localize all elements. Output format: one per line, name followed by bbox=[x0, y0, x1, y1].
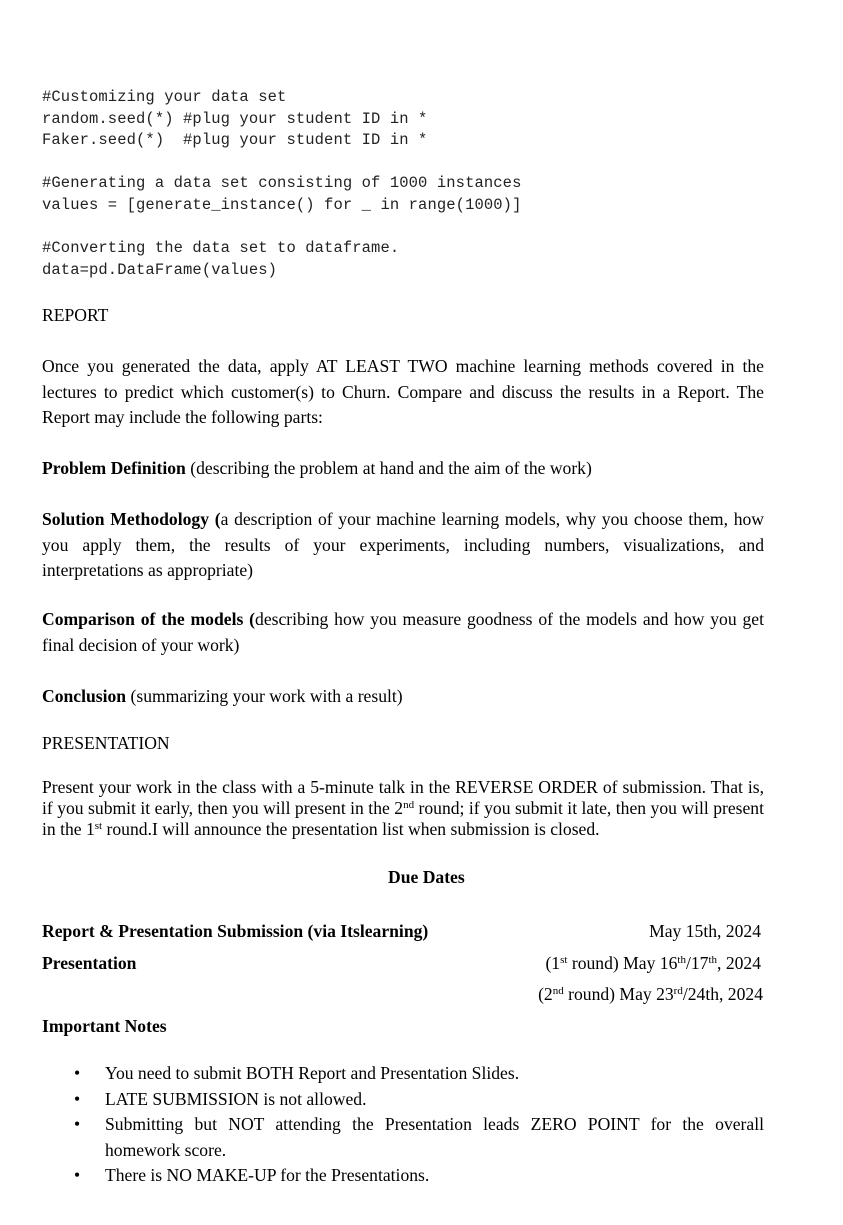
code-line: Faker.seed(*) #plug your student ID in * bbox=[42, 131, 428, 149]
conclusion-text: (summarizing your work with a result) bbox=[126, 686, 403, 706]
list-item-text: You need to submit BOTH Report and Presentation Slides. bbox=[105, 1063, 520, 1083]
presentation-heading: PRESENTATION bbox=[42, 733, 170, 753]
conclusion-title: Conclusion bbox=[42, 686, 127, 706]
problem-definition-paragraph bbox=[42, 456, 764, 482]
report-heading: REPORT bbox=[42, 305, 109, 325]
report-submission-date: May 15th, 2024 bbox=[649, 921, 761, 941]
presentation-round1-date bbox=[545, 953, 761, 974]
date-text: /24th, 2024 bbox=[682, 984, 763, 1004]
list-item bbox=[42, 1112, 764, 1163]
superscript: st bbox=[94, 820, 103, 832]
superscript: nd bbox=[403, 799, 415, 811]
code-line: values = [generate_instance() for _ in range(1000)] bbox=[42, 196, 522, 214]
superscript: st bbox=[560, 954, 568, 966]
list-item-text: There is NO MAKE-UP for the Presentations. bbox=[105, 1165, 430, 1185]
code-line: random.seed(*) #plug your student ID in * bbox=[42, 110, 428, 128]
due-dates-heading: Due Dates bbox=[388, 867, 465, 887]
date-text: /17 bbox=[685, 953, 709, 973]
solution-methodology-paragraph bbox=[42, 507, 764, 584]
bullet-icon: • bbox=[74, 1165, 81, 1185]
conclusion-paragraph bbox=[42, 684, 764, 710]
superscript: th bbox=[677, 954, 686, 966]
bullet-icon: • bbox=[74, 1063, 81, 1083]
date-text: round) May 23 bbox=[563, 984, 674, 1004]
problem-definition-text: (describing the problem at hand and the aim of the work) bbox=[185, 458, 592, 478]
date-text: round) May 16 bbox=[567, 953, 678, 973]
comparison-paragraph bbox=[42, 607, 764, 658]
problem-definition-title: Problem Definition bbox=[42, 458, 186, 478]
presentation-label: Presentation bbox=[42, 953, 137, 973]
superscript: th bbox=[708, 954, 718, 966]
report-intro: Once you generated the data, apply AT LEAST TWO machine learning methods covered in the lectures to predict which customer(s) to Churn. Compare and discuss the results in a Report. The Report may include the following parts: bbox=[42, 356, 764, 427]
comparison-text: describing how you measure goodness of the models and how you get final decision of your work) bbox=[42, 609, 764, 655]
important-notes-list bbox=[42, 1061, 764, 1189]
list-item bbox=[42, 1163, 764, 1189]
bullet-icon: • bbox=[74, 1088, 81, 1109]
presentation-text: Present your work in the class with a 5-minute talk in the REVERSE ORDER of submission. That is, if you submit it early, then you will present in the 2 bbox=[42, 777, 764, 818]
list-item bbox=[42, 1061, 764, 1087]
code-line: #Customizing your data set bbox=[42, 88, 287, 106]
superscript: rd bbox=[673, 985, 683, 997]
presentation-round2-date bbox=[538, 984, 763, 1005]
important-notes-heading: Important Notes bbox=[42, 1016, 167, 1036]
date-text: , 2024 bbox=[717, 953, 761, 973]
code-line: data=pd.DataFrame(values) bbox=[42, 261, 278, 279]
list-item bbox=[42, 1087, 764, 1113]
date-text: (1 bbox=[545, 953, 561, 973]
presentation-paragraph bbox=[42, 777, 764, 840]
date-text: (2 bbox=[538, 984, 553, 1004]
presentation-text: round.I will announce the presentation list when submission is closed. bbox=[102, 819, 600, 839]
list-item-text: Submitting but NOT attending the Presentation leads ZERO POINT for the overall homework score. bbox=[105, 1114, 764, 1160]
superscript: nd bbox=[552, 985, 564, 997]
report-submission-label: Report & Presentation Submission (via Itslearning) bbox=[42, 921, 429, 941]
comparison-title: Comparison of the models ( bbox=[42, 609, 256, 629]
bullet-icon: • bbox=[74, 1114, 81, 1134]
code-line: #Generating a data set consisting of 1000 instances bbox=[42, 174, 522, 192]
code-line: #Converting the data set to dataframe. bbox=[42, 239, 400, 257]
solution-methodology-title: Solution Methodology ( bbox=[42, 509, 221, 529]
presentation-text: round; if you submit it late, then you will present in the 1 bbox=[42, 798, 764, 839]
list-item-text: LATE SUBMISSION is not allowed. bbox=[105, 1088, 367, 1109]
solution-methodology-text: a description of your machine learning models, why you choose them, how you apply them, the results of your experiments, including numbers, visualizations, and interpretations as appropriate) bbox=[42, 509, 764, 580]
